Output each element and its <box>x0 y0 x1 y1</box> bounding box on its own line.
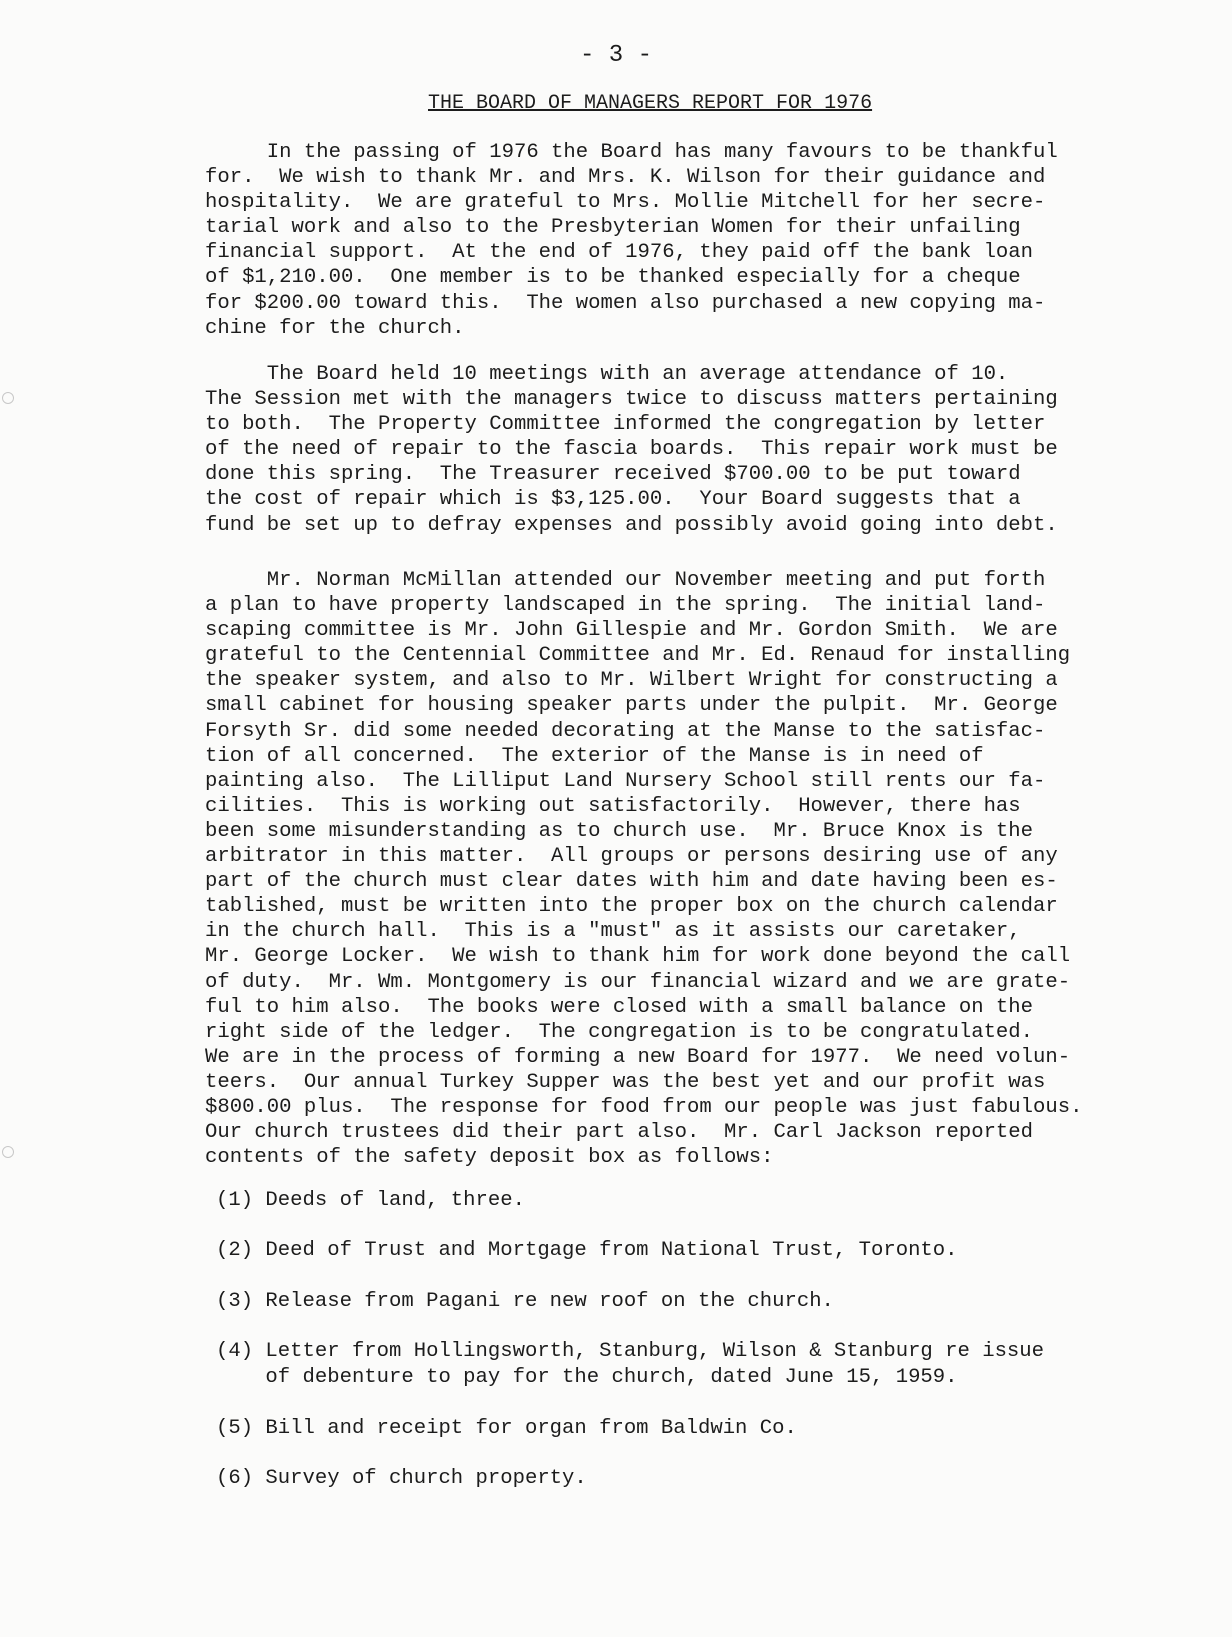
text-line: The Board held 10 meetings with an average attendance of 10. <box>205 363 1009 386</box>
text-line: cilities. This is working out satisfactorily. However, there has <box>205 794 1021 818</box>
text-line: teers. Our annual Turkey Supper was the best yet and our profit was <box>205 1070 1046 1094</box>
paragraph-1 <box>205 140 1058 341</box>
list-item-text: (3) Release from Pagani re new roof on the church. <box>216 1290 834 1313</box>
text-line: Mr. George Locker. We wish to thank him for work done beyond the call <box>205 945 1071 969</box>
text-line: $800.00 plus. The response for food from our people was just fabulous. <box>205 1095 1083 1119</box>
list-item <box>216 1238 958 1264</box>
text-line: of duty. Mr. Wm. Montgomery is our financial wizard and we are grate- <box>205 970 1071 994</box>
text-line: tablished, must be written into the proper box on the church calendar <box>205 895 1058 919</box>
text-line: grateful to the Centennial Committee and Mr. Ed. Renaud for installing <box>205 644 1071 668</box>
text-line: a plan to have property landscaped in the spring. The initial land- <box>205 594 1046 618</box>
text-line: tion of all concerned. The exterior of the Manse is in need of <box>205 744 984 768</box>
text-line: the speaker system, and also to Mr. Wilbert Wright for constructing a <box>205 669 1058 693</box>
text-line: of the need of repair to the fascia boards. This repair work must be <box>205 438 1058 462</box>
page-number: - 3 - <box>579 42 652 69</box>
text-line: done this spring. The Treasurer received $700.00 to be put toward <box>205 463 1021 487</box>
list-item <box>216 1339 1044 1391</box>
list-item-text: (4) Letter from Hollingsworth, Stanburg, Wilson & Stanburg re issue <box>216 1340 1045 1363</box>
paragraph-3 <box>205 568 1082 1170</box>
text-line: Mr. Norman McMillan attended our November meeting and put forth <box>205 569 1046 592</box>
list-item <box>216 1289 834 1315</box>
text-line: ful to him also. The books were closed with a small balance on the <box>205 995 1034 1019</box>
text-line: Forsyth Sr. did some needed decorating at the Manse to the satisfac- <box>205 719 1046 743</box>
list-item-text: of debenture to pay for the church, dated June 15, 1959. <box>216 1366 958 1389</box>
text-line: The Session met with the managers twice to discuss matters pertaining <box>205 388 1058 412</box>
list-item <box>216 1466 587 1492</box>
text-line: fund be set up to defray expenses and possibly avoid going into debt. <box>205 513 1058 537</box>
text-line: to both. The Property Committee informed the congregation by letter <box>205 413 1046 437</box>
punch-hole <box>2 392 14 404</box>
list-item-text: (2) Deed of Trust and Mortgage from National Trust, Toronto. <box>216 1239 958 1262</box>
text-line: In the passing of 1976 the Board has many favours to be thankful <box>205 141 1058 164</box>
text-line: tarial work and also to the Presbyterian Women for their unfailing <box>205 216 1021 240</box>
text-line: arbitrator in this matter. All groups or persons desiring use of any <box>205 845 1058 869</box>
text-line: part of the church must clear dates with him and date having been es- <box>205 870 1058 894</box>
text-line: for. We wish to thank Mr. and Mrs. K. Wilson for their guidance and <box>205 166 1046 190</box>
text-line: of $1,210.00. One member is to be thanked especially for a cheque <box>205 266 1021 290</box>
text-line: hospitality. We are grateful to Mrs. Mollie Mitchell for her secre- <box>205 191 1046 215</box>
report-title: THE BOARD OF MANAGERS REPORT FOR 1976 <box>428 92 873 115</box>
list-item <box>216 1416 797 1442</box>
paragraph-2 <box>205 362 1058 538</box>
text-line: We are in the process of forming a new Board for 1977. We need volun- <box>205 1045 1071 1069</box>
punch-hole <box>2 1146 14 1158</box>
text-line: chine for the church. <box>205 316 465 340</box>
text-line: Our church trustees did their part also. Mr. Carl Jackson reported <box>205 1121 1034 1145</box>
list-item-text: (1) Deeds of land, three. <box>216 1189 525 1212</box>
text-line: scaping committee is Mr. John Gillespie and Mr. Gordon Smith. We are <box>205 619 1058 643</box>
text-line: right side of the ledger. The congregation is to be congratulated. <box>205 1020 1034 1044</box>
text-line: in the church hall. This is a "must" as it assists our caretaker, <box>205 920 1021 944</box>
text-line: financial support. At the end of 1976, they paid off the bank loan <box>205 241 1034 265</box>
text-line: painting also. The Lilliput Land Nursery School still rents our fa- <box>205 769 1046 793</box>
list-item-text: (5) Bill and receipt for organ from Baldwin Co. <box>216 1417 797 1440</box>
text-line: contents of the safety deposit box as follows: <box>205 1146 774 1170</box>
list-item-text: (6) Survey of church property. <box>216 1467 587 1490</box>
text-line: the cost of repair which is $3,125.00. Your Board suggests that a <box>205 488 1021 512</box>
text-line: small cabinet for housing speaker parts under the pulpit. Mr. George <box>205 694 1058 718</box>
text-line: for $200.00 toward this. The women also purchased a new copying ma- <box>205 291 1046 315</box>
text-line: been some misunderstanding as to church use. Mr. Bruce Knox is the <box>205 819 1034 843</box>
list-item <box>216 1188 525 1214</box>
